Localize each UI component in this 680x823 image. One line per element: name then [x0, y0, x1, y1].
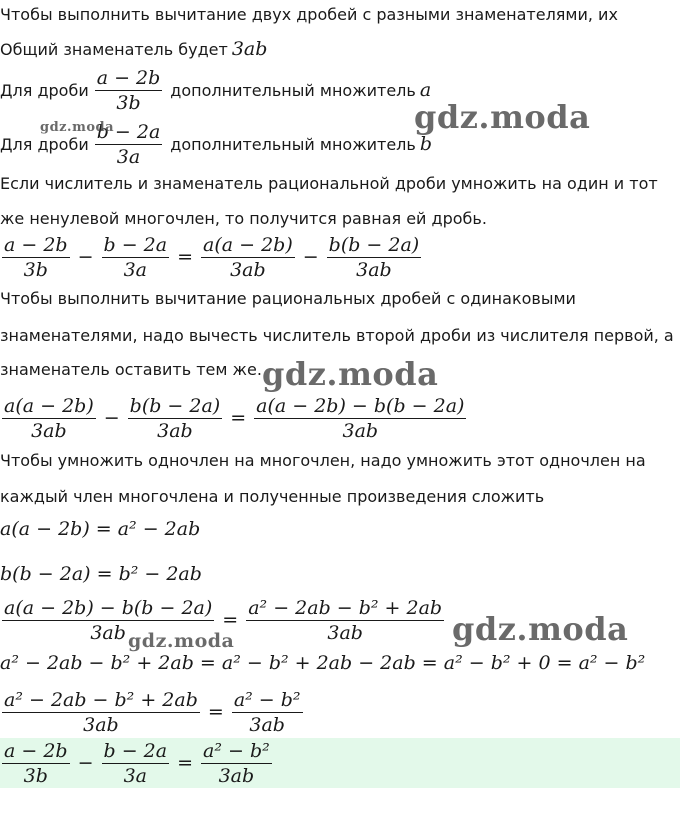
- rule-equivalent-line-1: Если числитель и знаменатель рациональной дроби умножить на один и тот: [0, 174, 658, 193]
- simplification-text: a² − 2ab − b² + 2ab = a² − b² + 2ab − 2ab = a² − b² + 0 = a² − b²: [0, 652, 646, 674]
- rule-multiply-line-1: Чтобы умножить одночлен на многочлен, надо умножить этот одночлен на: [0, 451, 646, 470]
- simplification: [0, 652, 645, 674]
- numerator: b(b − 2a): [328, 234, 420, 256]
- numerator: a(a − 2b): [203, 234, 293, 256]
- numerator: a(a − 2b) − b(b − 2a): [4, 597, 213, 619]
- numerator: a² − b²: [203, 740, 270, 762]
- factor-a-prefix: Для дроби: [0, 80, 89, 100]
- denominator: 3ab: [83, 714, 119, 736]
- denominator: 3ab: [90, 622, 126, 644]
- denominator: 3a: [123, 765, 147, 787]
- numerator: b − 2a: [96, 121, 161, 143]
- rule-subtract-line-1: Чтобы выполнить вычитание рациональных дробей с одинаковыми: [0, 289, 576, 308]
- factor-a-line: [0, 66, 431, 114]
- equals-operator: =: [177, 752, 193, 774]
- fraction: [201, 233, 295, 281]
- fraction: [232, 688, 303, 736]
- denominator: 3ab: [249, 714, 285, 736]
- fraction: [254, 394, 466, 442]
- fraction: [102, 233, 170, 281]
- denominator: 3b: [23, 259, 48, 281]
- watermark-logo: gdz.moda: [128, 630, 235, 652]
- common-denominator-line: [0, 38, 267, 60]
- expansion-2: [0, 563, 202, 585]
- fraction: [201, 739, 272, 787]
- factor-b-value: b: [419, 133, 433, 155]
- denominator: 3a: [123, 259, 147, 281]
- denominator: 3ab: [218, 765, 255, 787]
- numerator: a(a − 2b): [4, 395, 94, 417]
- watermark-logo: gdz.moda: [452, 610, 629, 648]
- minus-operator: −: [77, 246, 94, 268]
- fraction: [2, 739, 70, 787]
- denominator: 3ab: [31, 420, 67, 442]
- factor-a-fraction: [95, 66, 163, 114]
- denominator: 3ab: [230, 259, 266, 281]
- minus-operator: −: [77, 752, 94, 774]
- denominator: 3ab: [327, 622, 363, 644]
- expansion-1-text: a(a − 2b) = a² − 2ab: [0, 518, 201, 540]
- numerator: a − 2b: [96, 67, 161, 89]
- numerator: b − 2a: [103, 740, 168, 762]
- numerator: b − 2a: [103, 234, 168, 256]
- minus-operator: −: [302, 246, 319, 268]
- denominator: 3b: [116, 92, 141, 114]
- denominator: 3ab: [342, 420, 379, 442]
- equals-operator: =: [230, 407, 247, 429]
- common-denominator-text: Общий знаменатель будет: [0, 39, 228, 59]
- equals-operator: =: [177, 246, 193, 268]
- expansion-1: [0, 518, 200, 540]
- denominator: 3a: [116, 146, 141, 168]
- rule-multiply-line-2: каждый член многочлена и полученные произведения сложить: [0, 487, 545, 506]
- numerator: b(b − 2a): [129, 395, 221, 417]
- rule-subtract-line-2: знаменателями, надо вычесть числитель второй дроби из числителя первой, а: [0, 326, 674, 345]
- denominator: 3ab: [157, 420, 193, 442]
- fraction: [2, 688, 200, 736]
- common-denominator-value: 3ab: [231, 38, 268, 60]
- equals-operator: =: [222, 609, 239, 631]
- result-equation: [0, 739, 274, 787]
- equation-1: [0, 233, 423, 281]
- fraction: [2, 394, 96, 442]
- numerator: a − 2b: [4, 740, 68, 762]
- fraction: [246, 596, 444, 644]
- equals-operator: =: [207, 701, 224, 723]
- numerator: a² − 2ab − b² + 2ab: [4, 689, 198, 711]
- minus-operator: −: [103, 407, 120, 429]
- denominator: 3ab: [356, 259, 392, 281]
- intro-line: Чтобы выполнить вычитание двух дробей с разными знаменателями, их: [0, 5, 618, 24]
- fraction: [2, 233, 70, 281]
- numerator: a² − b²: [233, 689, 301, 711]
- fraction: [327, 233, 422, 281]
- watermark-logo: gdz.moda: [40, 120, 115, 135]
- numerator: a − 2b: [4, 234, 68, 256]
- rule-equivalent-line-2: же ненулевой многочлен, то получится равная ей дробь.: [0, 209, 487, 228]
- expansion-2-text: b(b − 2a) = b² − 2ab: [0, 563, 202, 585]
- watermark-logo: gdz.moda: [414, 98, 591, 136]
- fraction: [128, 394, 223, 442]
- rule-subtract-line-3: знаменатель оставить тем же.: [0, 360, 262, 379]
- fraction: [102, 739, 170, 787]
- numerator: a(a − 2b) − b(b − 2a): [256, 395, 465, 417]
- equation-4: [0, 688, 305, 736]
- factor-b-text: дополнительный множитель: [170, 134, 416, 154]
- factor-a-value: a: [419, 79, 432, 101]
- equation-2: [0, 394, 468, 442]
- factor-a-text: дополнительный множитель: [170, 80, 416, 100]
- numerator: a² − 2ab − b² + 2ab: [248, 597, 443, 619]
- factor-b-prefix: Для дроби: [0, 134, 89, 154]
- watermark-logo: gdz.moda: [262, 355, 439, 393]
- denominator: 3b: [23, 765, 48, 787]
